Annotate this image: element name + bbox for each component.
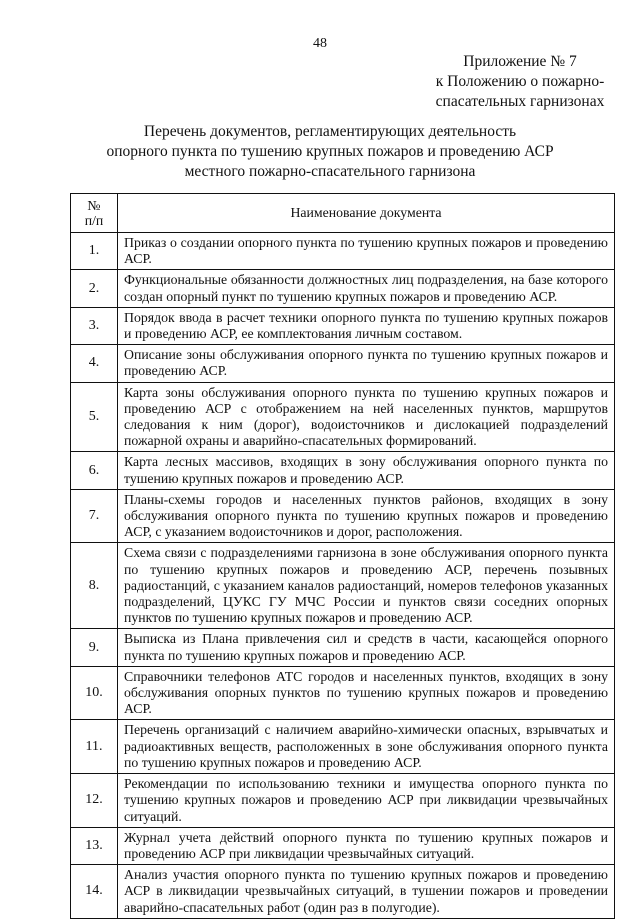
table-row <box>71 233 615 270</box>
document-title: Журнал учета действий опорного пункта по тушению крупных пожаров и проведению АСР при ликвидации чрезвычайных ситуаций. <box>118 827 615 864</box>
table-row <box>71 345 615 382</box>
appendix-line: спасательных гарнизонах <box>435 93 605 110</box>
row-number: 14. <box>71 865 118 919</box>
appendix-line: Приложение № 7 <box>463 53 577 70</box>
document-title: Выписка из Плана привлечения сил и средств в части, касающейся опорного пункта по тушению крупных пожаров и проведению АСР. <box>118 629 615 666</box>
row-number: 3. <box>71 307 118 344</box>
row-number: 12. <box>71 774 118 828</box>
table-row <box>71 270 615 307</box>
row-number: 4. <box>71 345 118 382</box>
table-row <box>71 452 615 489</box>
heading-line: Перечень документов, регламентирующих деятельность <box>143 123 517 140</box>
page-number: 48 <box>313 36 327 51</box>
document-heading <box>60 122 600 182</box>
document-title: Анализ участия опорного пункта по тушению крупных пожаров и проведению АСР в ликвидации чрезвычайных ситуаций, в тушении пожаров и проведении аварийно-спасательных работ (один раз в полугодие). <box>118 865 615 919</box>
document-title: Справочники телефонов АТС городов и населенных пунктов, входящих в зону обслуживания опорных пунктов по тушению крупных пожаров и проведению АСР. <box>118 666 615 720</box>
table-row <box>71 666 615 720</box>
table-row <box>71 307 615 344</box>
header-name-cell: Наименование документа <box>118 194 615 233</box>
row-number: 7. <box>71 489 118 543</box>
header-number-label: № <box>87 198 101 213</box>
appendix-note <box>410 52 630 112</box>
table-row <box>71 382 615 452</box>
table-header-row <box>71 194 615 233</box>
table-row <box>71 720 615 774</box>
table-row <box>71 827 615 864</box>
row-number: 2. <box>71 270 118 307</box>
table-row <box>71 774 615 828</box>
document-title: Рекомендации по использованию техники и имущества опорного пункта по тушению крупных пожаров и проведению АСР при ликвидации чрезвычайных ситуаций. <box>118 774 615 828</box>
appendix-line: к Положению о пожарно- <box>435 73 605 90</box>
document-title: Описание зоны обслуживания опорного пункта по тушению крупных пожаров и проведению АСР. <box>118 345 615 382</box>
row-number: 9. <box>71 629 118 666</box>
row-number: 5. <box>71 382 118 452</box>
document-title: Порядок ввода в расчет техники опорного пункта по тушению крупных пожаров и проведению АСР, ее комплектования личным составом. <box>118 307 615 344</box>
row-number: 10. <box>71 666 118 720</box>
table-row <box>71 865 615 919</box>
row-number: 11. <box>71 720 118 774</box>
document-title: Планы-схемы городов и населенных пунктов районов, входящих в зону обслуживания опорного пункта по тушению крупных пожаров и проведению АСР, с указанием водоисточников и дорог, расположения. <box>118 489 615 543</box>
document-title: Приказ о создании опорного пункта по тушению крупных пожаров и проведению АСР. <box>118 233 615 270</box>
document-title: Карта зоны обслуживания опорного пункта по тушению крупных пожаров и проведению АСР с отображением на ней населенных пунктов, маршрутов следования к ним (дорог), водоисточников и дислокацией подразделений пожарной охраны и аварийно-спасательных формирований. <box>118 382 615 452</box>
row-number: 8. <box>71 543 118 629</box>
table-row <box>71 629 615 666</box>
row-number: 6. <box>71 452 118 489</box>
document-title: Перечень организаций с наличием аварийно-химически опасных, взрывчатых и радиоактивных веществ, расположенных в зоне обслуживания опорного пункта по тушению крупных пожаров и проведению АСР. <box>118 720 615 774</box>
document-title: Функциональные обязанности должностных лиц подразделения, на базе которого создан опорный пункт по тушению крупных пожаров и проведению АСР. <box>118 270 615 307</box>
row-number: 1. <box>71 233 118 270</box>
header-number-cell <box>71 194 118 233</box>
heading-line: опорного пункта по тушению крупных пожаров и проведению АСР <box>106 143 554 160</box>
header-number-sublabel: п/п <box>84 213 104 228</box>
table-row <box>71 489 615 543</box>
heading-line: местного пожарно-спасательного гарнизона <box>184 163 476 180</box>
table-row <box>71 543 615 629</box>
document-title: Карта лесных массивов, входящих в зону обслуживания опорного пункта по тушению крупных пожаров и проведению АСР. <box>118 452 615 489</box>
documents-table <box>70 193 615 919</box>
table-body <box>71 233 615 919</box>
row-number: 13. <box>71 827 118 864</box>
document-title: Схема связи с подразделениями гарнизона в зоне обслуживания опорного пункта по тушению крупных пожаров и проведению АСР, перечень позывных радиостанций, с указанием каналов радиостанций, номеров телефонов указанных подразделений, ЦУКС ГУ МЧС России и пунктов связи соседних опорных пунктов по тушению крупных пожаров и проведению АСР. <box>118 543 615 629</box>
